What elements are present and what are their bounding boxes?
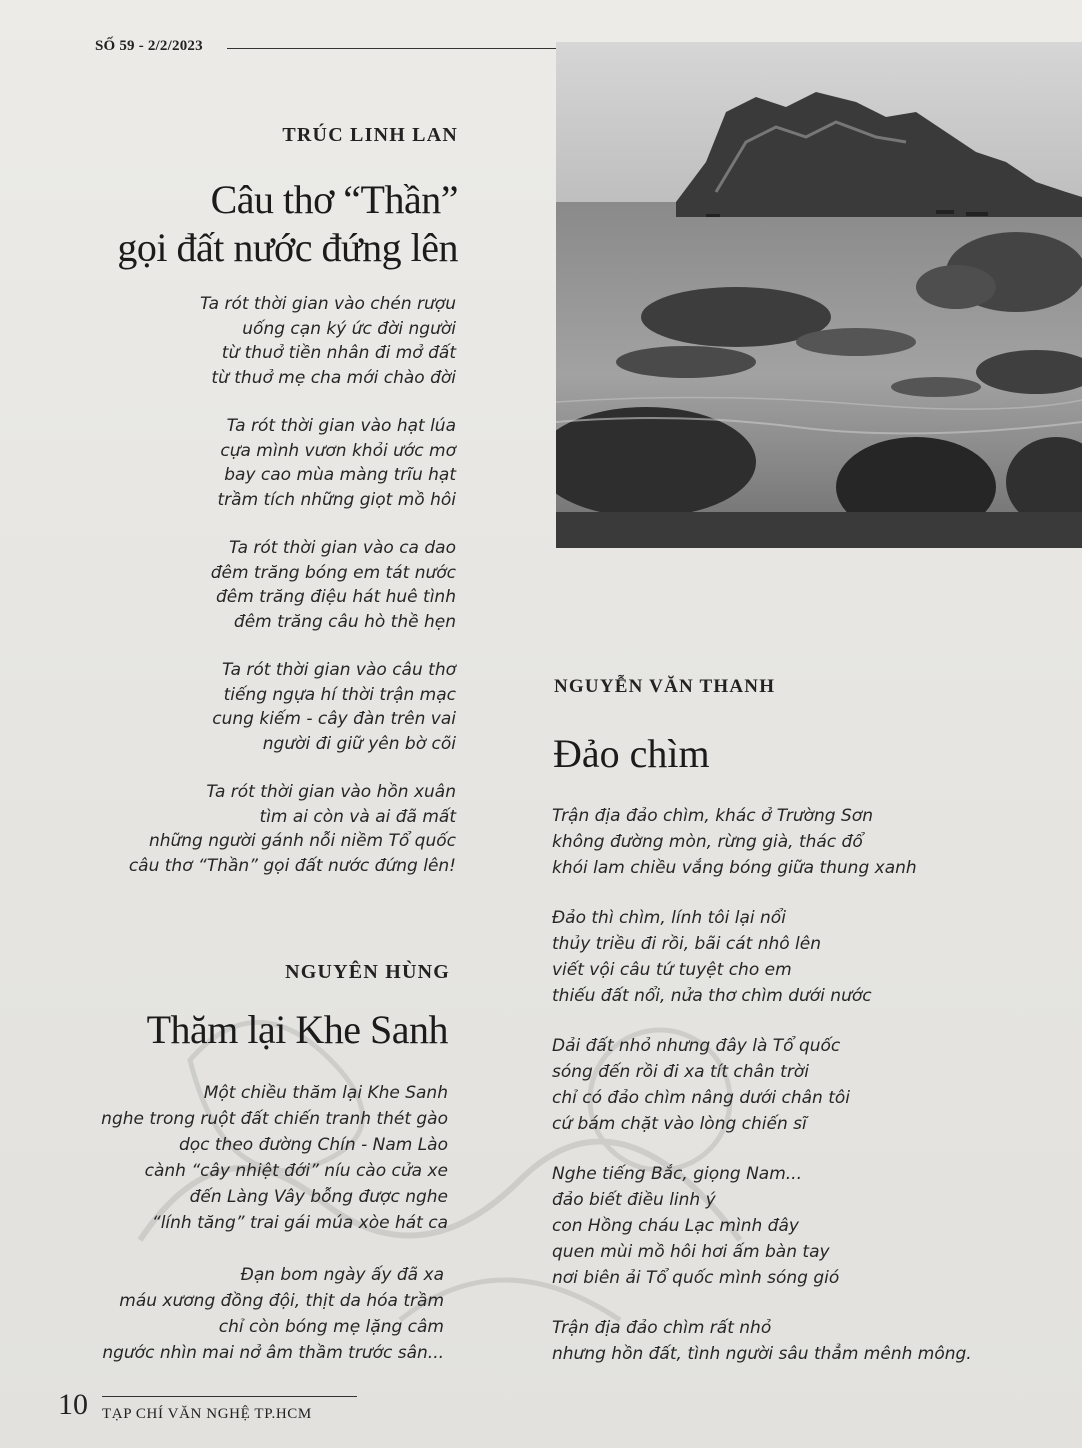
poem1-title-line: Câu thơ “Thần” (210, 177, 458, 222)
poem-line: dọc theo đường Chín - Nam Lào (178, 1135, 448, 1155)
poem-line: quen mùi mồ hôi hơi ấm bàn tay (552, 1242, 830, 1262)
poem-line: không đường mòn, rừng già, thác đổ (552, 832, 863, 852)
poem-line: đảo biết điều linh ý (552, 1190, 716, 1210)
poem-line: chỉ còn bóng mẹ lặng câm (218, 1317, 444, 1337)
issue-date: SỐ 59 - 2/2/2023 (95, 38, 203, 54)
poem2-author: NGUYÊN HÙNG (285, 961, 450, 983)
stanza (60, 1262, 448, 1366)
poem-line: con Hồng cháu Lạc mình đây (552, 1216, 799, 1236)
poem-line: đêm trăng câu hò thề hẹn (233, 611, 456, 632)
poem-line: đến Làng Vây bỗng được nghe (189, 1187, 448, 1207)
poem3-title (553, 730, 710, 778)
poem-line: những người gánh nỗi niềm Tổ quốc (148, 831, 456, 851)
poem-line: Ta rót thời gian vào hạt lúa (226, 416, 456, 436)
poem-line: “lính tăng” trai gái múa xòe hát ca (151, 1213, 448, 1233)
stanza (60, 780, 456, 878)
poem-line: khói lam chiều vắng bóng giữa thung xanh (552, 858, 917, 878)
stanza (60, 658, 456, 756)
poem-line: cứ bám chặt vào lòng chiến sĩ (552, 1114, 807, 1134)
stanza (552, 1315, 1022, 1367)
poem-line: ngước nhìn mai nở âm thầm trước sân... (102, 1343, 444, 1363)
poem3-author: NGUYỄN VĂN THANH (554, 676, 776, 697)
page-footer (58, 1388, 318, 1428)
poem-line: Một chiều thăm lại Khe Sanh (203, 1083, 448, 1103)
stanza (60, 292, 456, 390)
footer-rule (102, 1396, 357, 1397)
poem3-body (552, 803, 1022, 1391)
poem1-author: TRÚC LINH LAN (282, 124, 458, 146)
poem-line: tìm ai còn và ai đã mất (259, 806, 456, 827)
poem-line: cành “cây nhiệt đới” níu cào cửa xe (144, 1161, 448, 1181)
poem-line: cung kiếm - cây đàn trên vai (212, 709, 456, 729)
poem3-title-line: Đảo chìm (553, 731, 710, 776)
poem-line: từ thuở tiền nhân đi mở đất (221, 343, 456, 363)
page-number: 10 (58, 1388, 88, 1421)
stanza (60, 1080, 448, 1236)
poem-line: Ta rót thời gian vào câu thơ (221, 660, 456, 680)
poem-line: cựa mình vươn khỏi ước mơ (220, 440, 456, 461)
poem-line: trầm tích những giọt mồ hôi (217, 489, 456, 510)
poem-line: câu thơ “Thần” gọi đất nước đứng lên! (128, 855, 456, 876)
poem2-title (60, 1006, 448, 1054)
poem-line: bay cao mùa màng trĩu hạt (224, 465, 456, 485)
poem-line: nhưng hồn đất, tình người sâu thẳm mênh mông. (552, 1344, 972, 1364)
poem1-title-line: gọi đất nước đứng lên (117, 225, 458, 270)
stanza (552, 1161, 1022, 1291)
poem-line: uống cạn ký ức đời người (242, 318, 456, 339)
poem-line: sóng đến rồi đi xa tít chân trời (552, 1062, 809, 1082)
poem-line: viết vội câu tứ tuyệt cho em (552, 960, 792, 980)
poem-line: Đảo thì chìm, lính tôi lại nổi (552, 908, 786, 928)
poem-line: Nghe tiếng Bắc, giọng Nam... (552, 1164, 802, 1184)
poem-line: Dải đất nhỏ nhưng đây là Tổ quốc (552, 1036, 841, 1056)
poem-line: thủy triều đi rồi, bãi cát nhô lên (552, 934, 822, 954)
stanza (60, 536, 456, 634)
poem-line: máu xương đồng đội, thịt da hóa trầm (119, 1291, 444, 1311)
poem1-title (60, 176, 458, 272)
island-photo (556, 42, 1082, 548)
poem-line: Đạn bom ngày ấy đã xa (240, 1265, 444, 1285)
stanza (552, 1033, 1022, 1137)
poem-line: chỉ có đảo chìm nâng dưới chân tôi (552, 1088, 850, 1108)
poem-line: Ta rót thời gian vào ca dao (228, 538, 456, 558)
poem-line: người đi giữ yên bờ cõi (262, 733, 456, 754)
poem-line: tiếng ngựa hí thời trận mạc (223, 684, 456, 705)
poem1-body (60, 292, 456, 902)
magazine-name: TẠP CHÍ VĂN NGHỆ TP.HCM (102, 1406, 312, 1422)
poem-line: Trận địa đảo chìm, khác ở Trường Sơn (552, 806, 873, 826)
stanza (552, 905, 1022, 1009)
stanza (60, 414, 456, 512)
poem-line: đêm trăng điệu hát huê tình (215, 587, 456, 607)
poem-line: từ thuở mẹ cha mới chào đời (211, 367, 456, 388)
poem2-title-line: Thăm lại Khe Sanh (146, 1007, 448, 1052)
poem-line: Trận địa đảo chìm rất nhỏ (552, 1318, 772, 1338)
poem-line: nơi biên ải Tổ quốc mình sóng gió (552, 1268, 840, 1288)
poem-line: đêm trăng bóng em tát nước (210, 562, 456, 583)
stanza (552, 803, 1022, 881)
poem-line: Ta rót thời gian vào hồn xuân (206, 782, 456, 802)
poem-line: nghe trong ruột đất chiến tranh thét gào (101, 1109, 448, 1129)
poem2-body (60, 1080, 448, 1390)
poem-line: thiếu đất nổi, nửa thơ chìm dưới nước (552, 986, 872, 1006)
poem-line: Ta rót thời gian vào chén rượu (200, 294, 456, 314)
